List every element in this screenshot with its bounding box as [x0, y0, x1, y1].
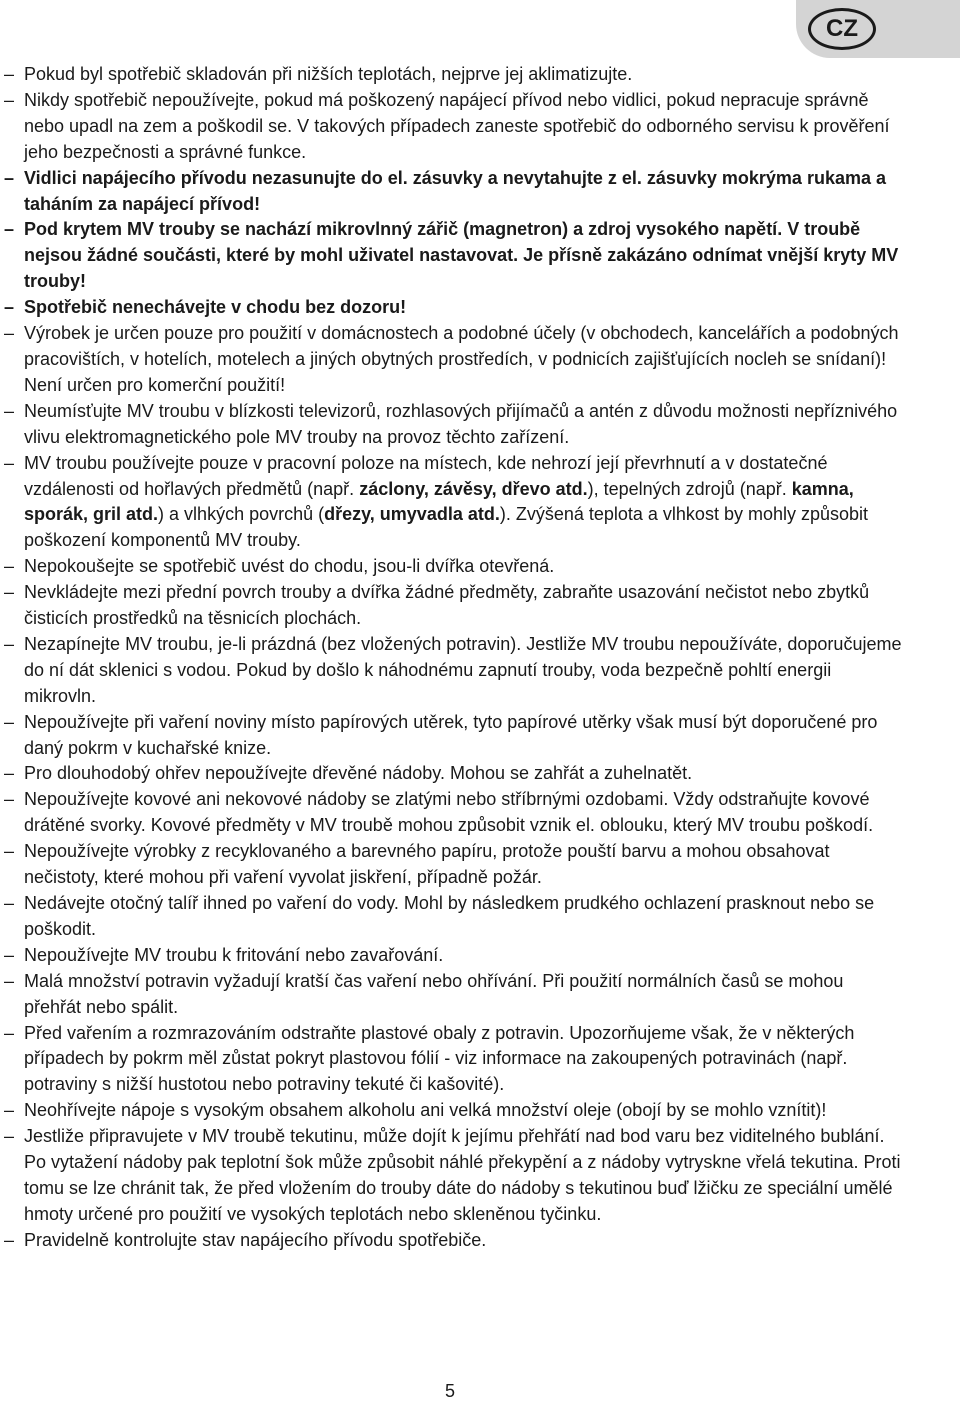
text-segment: Pod krytem MV trouby se nachází mikrovlnný zářič (magnetron) a zdroj vysokého napětí. V troubě nejsou žádné součásti, které by mohl uživatel nastavovat. Je přísně zakázáno odnímat vnější kryty MV trouby! [24, 219, 899, 292]
dash-bullet: – [4, 711, 15, 732]
list-item-text [24, 634, 901, 706]
list-item [4, 295, 904, 321]
list-item-text [24, 556, 554, 576]
list-item-text [24, 1100, 826, 1120]
list-item-text [24, 401, 897, 447]
list-item-text [24, 64, 632, 84]
list-item-text [24, 297, 406, 317]
list-item [4, 217, 904, 295]
text-segment: Nepoužívejte při vaření noviny místo papírových utěrek, tyto papírové utěrky však musí být doporučené pro daný pokrm v kuchařské knize. [24, 711, 878, 758]
dash-bullet: – [4, 64, 15, 84]
list-item [4, 969, 904, 1021]
list-item [4, 1228, 904, 1254]
list-item-text [24, 1126, 901, 1224]
list-item [4, 1021, 904, 1099]
page-number: 5 [444, 1381, 455, 1401]
list-item [4, 166, 904, 218]
list-item-text [24, 219, 898, 291]
dash-bullet: – [4, 893, 15, 913]
list-item-text [24, 453, 868, 551]
text-segment: Pro dlouhodobý ohřev nepoužívejte dřevěné nádoby. Mohou se zahřát a zuhelnatět. [24, 763, 693, 784]
text-segment: Pokud byl spotřebič skladován při nižších teplotách, nejprve jej aklimatizujte. [24, 64, 633, 84]
text-segment: MV troubu používejte pouze v pracovní poloze na místech, kde nehrozí její převrhnutí a v dostatečné vzdálenosti od hořlavých předmětů (např. [24, 452, 828, 499]
list-item-text [24, 971, 843, 1017]
dash-bullet: – [4, 556, 15, 577]
emphasized-text: kamna, sporák, gril atd. [24, 478, 854, 525]
list-item-text [24, 945, 443, 965]
list-item-text [24, 789, 873, 835]
text-segment: ), tepelných zdrojů (např. [587, 478, 792, 499]
text-segment: Nepoužívejte kovové ani nekovové nádoby se zlatými nebo stříbrnými ozdobami. Vždy odstraňujte kovové drátěné svorky. Kovové předměty v MV troubě mohou způsobit vznik el. oblouku, který MV troubu poškodí. [24, 789, 874, 836]
list-item [4, 787, 904, 839]
dash-bullet: – [4, 841, 15, 862]
emphasized-text: záclony, závěsy, dřevo atd. [359, 478, 588, 499]
list-item-text [24, 90, 890, 162]
text-segment: Malá množství potravin vyžadují kratší čas vaření nebo ohřívání. Při použití normálních časů se mohou přehřát nebo spálit. [24, 970, 844, 1017]
text-segment: Neumísťujte MV troubu v blízkosti televizorů, rozhlasových přijímačů a antén z důvodu možnosti nepříznivého vlivu elektromagnetického pole MV trouby na provoz těchto zařízení. [24, 400, 898, 447]
dash-bullet: – [4, 297, 15, 318]
text-segment: Výrobek je určen pouze pro použití v domácnostech a podobné účely (v obchodech, kancelářích a podobných pracovištích, v hotelích, motelech a jiných obytných prostředích, v podnicích zajišťujících nocleh se snídaní)! Není určen pro komerční použití! [24, 323, 899, 395]
list-item [4, 891, 904, 943]
list-item-text [24, 712, 877, 758]
list-item-text [24, 582, 869, 628]
list-item-text [24, 1023, 854, 1095]
dash-bullet: – [4, 1100, 15, 1121]
language-code: CZ [808, 8, 876, 50]
list-item [4, 580, 904, 632]
dash-bullet: – [4, 219, 15, 240]
dash-bullet: – [4, 1022, 15, 1043]
list-item [4, 632, 904, 710]
list-item [4, 399, 904, 451]
list-item-text [24, 168, 886, 214]
list-item [4, 761, 904, 787]
list-item [4, 88, 904, 166]
list-item [4, 943, 904, 969]
text-segment: Nezapínejte MV troubu, je-li prázdná (bez vložených potravin). Jestliže MV troubu nepoužíváte, doporučujeme do ní dát sklenici s vodou. Pokud by došlo k náhodnému zapnutí trouby, voda bezpečně pohltí energii mikrovln. [24, 633, 902, 706]
dash-bullet: – [4, 323, 15, 344]
list-item [4, 839, 904, 891]
text-segment: Nikdy spotřebič nepoužívejte, pokud má poškozený napájecí přívod nebo vidlici, pokud nepracuje správně nebo upadl na zem a poškodil se. V takových případech zaneste spotřebič do odborného servisu k prověření jeho bezpečnosti a správné funkce. [24, 89, 890, 162]
list-item-text [24, 323, 899, 395]
list-item [4, 1098, 904, 1124]
dash-bullet: – [4, 452, 15, 473]
list-item [4, 554, 904, 580]
text-segment: Nedávejte otočný talíř ihned po vaření do vody. Mohl by následkem prudkého ochlazení prasknout nebo se poškodit. [24, 893, 875, 939]
dash-bullet: – [4, 763, 15, 784]
text-segment: Nepoužívejte MV troubu k fritování nebo zavařování. [24, 944, 444, 965]
dash-bullet: – [4, 789, 15, 810]
dash-bullet: – [4, 1229, 15, 1250]
emphasized-text: dřezy, umyvadla atd. [324, 504, 500, 525]
list-item-text [24, 893, 874, 939]
list-item [4, 62, 904, 88]
text-segment: Před vařením a rozmrazováním odstraňte plastové obaly z potravin. Upozorňujeme však, že v některých případech by pokrm měl zůstat pokryt plastovou fólií - viz informace na zakoupených potravinách (např. potraviny s nižší hustotou nebo potraviny tekuté či kašovité). [24, 1022, 855, 1095]
list-item-text [24, 763, 692, 783]
text-segment: Nepokoušejte se spotřebič uvést do chodu, jsou-li dvířka otevřená. [24, 556, 555, 577]
language-badge [796, 0, 960, 58]
text-segment: Neohřívejte nápoje s vysokým obsahem alkoholu ani velká množství oleje (obojí by se mohlo vznítit)! [24, 1100, 827, 1121]
text-segment: Pravidelně kontrolujte stav napájecího přívodu spotřebiče. [24, 1229, 487, 1250]
dash-bullet: – [4, 400, 15, 421]
list-item [4, 710, 904, 762]
dash-bullet: – [4, 89, 15, 110]
text-segment: ) a vlhkých povrchů ( [158, 504, 325, 525]
list-item-text [24, 841, 830, 887]
text-segment: Nepoužívejte výrobky z recyklovaného a barevného papíru, protože pouští barvu a mohou obsahovat nečistoty, které mohou při vaření vyvolat jiskření, případně požár. [24, 841, 830, 888]
dash-bullet: – [4, 582, 15, 603]
text-segment: ). Zvýšená teplota a vlhkost by mohly způsobit poškození komponentů MV trouby. [24, 504, 869, 551]
list-item [4, 451, 904, 555]
list-item [4, 1124, 904, 1228]
dash-bullet: – [4, 944, 15, 965]
text-segment: Jestliže připravujete v MV troubě tekutinu, může dojít k jejímu přehřátí nad bod varu bez viditelného bublání. Po vytažení nádoby pak teplotní šok může způsobit náhlé překypění a z nádoby vytryskne vřelá tekutina. Proti tomu se lze chránit tak, že před vložením do trouby dáte do nádoby s tekutinou buď lžičku ze speciální umělé hmoty určené pro použití ve vysokých teplotách nebo skleněnou tyčinku. [24, 1126, 901, 1224]
dash-bullet: – [4, 167, 15, 188]
text-segment: Vidlici napájecího přívodu nezasunujte do el. zásuvky a nevytahujte z el. zásuvky mokrýma rukama a taháním za napájecí přívod! [24, 167, 886, 214]
text-segment: Spotřebič nenechávejte v chodu bez dozoru! [24, 297, 407, 318]
dash-bullet: – [4, 633, 15, 654]
dash-bullet: – [4, 1126, 15, 1147]
dash-bullet: – [4, 970, 15, 991]
safety-instructions-list [4, 62, 904, 1254]
list-item-text [24, 1230, 486, 1250]
text-segment: Nevkládejte mezi přední povrch trouby a dvířka žádné předměty, zabraňte usazování nečistot nebo zbytků čisticích prostředků na těsnicích plochách. [24, 582, 870, 629]
list-item [4, 321, 904, 399]
